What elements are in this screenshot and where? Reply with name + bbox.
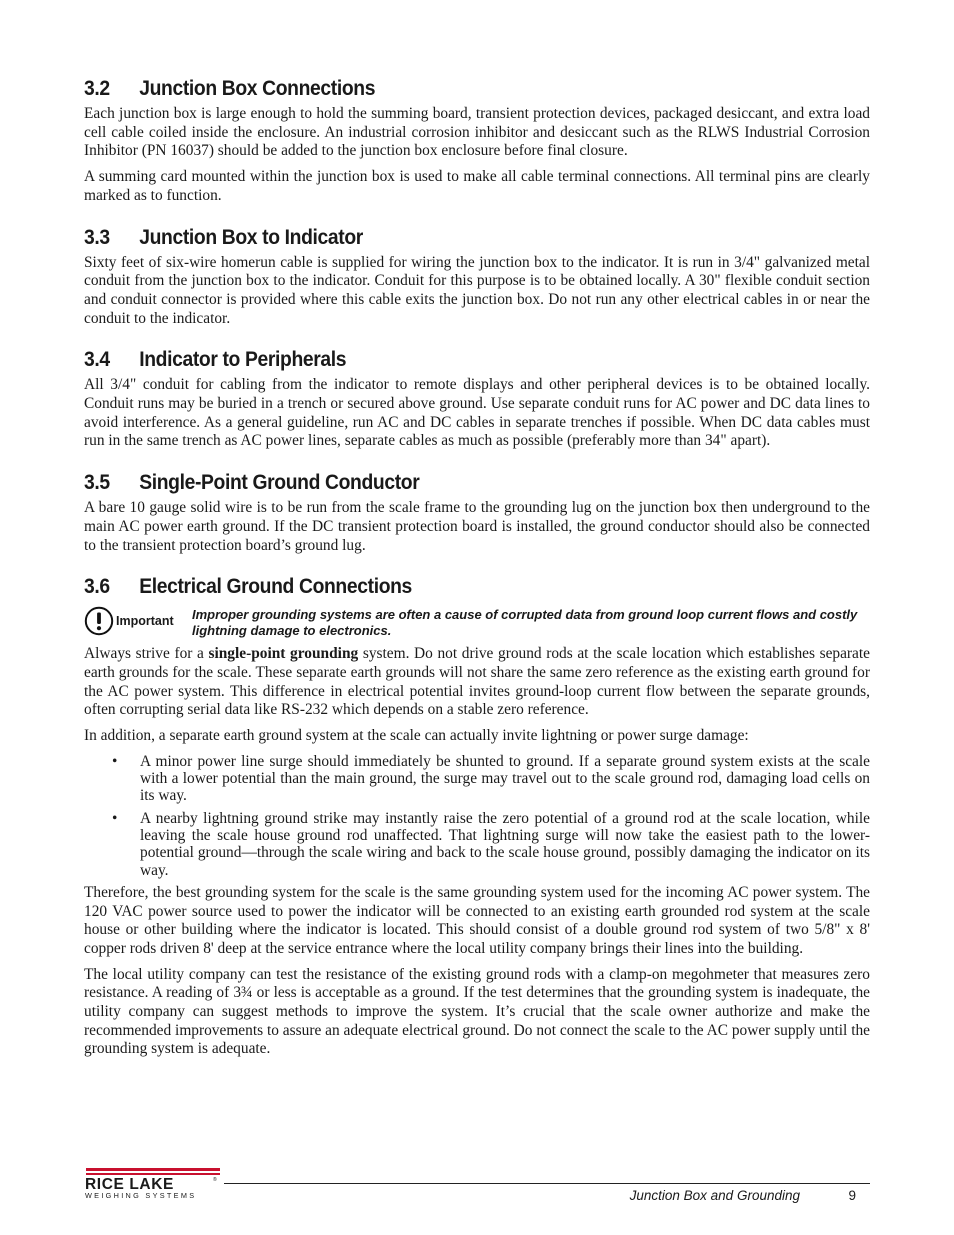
section-heading (84, 572, 807, 602)
section-number: 3.6 (84, 575, 110, 599)
page-number: 9 (848, 1188, 856, 1203)
section-title: Electrical Ground Connections (139, 575, 412, 599)
bullet-marker: • (112, 752, 118, 770)
section-3-4 (84, 345, 870, 451)
section-3-5 (84, 468, 870, 555)
important-badge (84, 606, 192, 636)
section-title: Single-Point Ground Conductor (139, 471, 420, 495)
section-3-3 (84, 223, 870, 329)
exclamation-icon (84, 606, 114, 636)
svg-text:RICE LAKE: RICE LAKE (85, 1176, 174, 1193)
section-number: 3.5 (84, 471, 110, 495)
footer-chapter-title: Junction Box and Grounding (629, 1188, 800, 1203)
paragraph: In addition, a separate earth ground system at the scale can actually invite lightning or power surge damage: (84, 727, 749, 745)
bullet-marker: • (112, 809, 118, 827)
paragraph: A summing card mounted within the junction box is used to make all cable terminal connections. All terminal pins are clearly marked as to function. (84, 168, 870, 204)
section-title: Junction Box to Indicator (139, 225, 363, 249)
list-item (84, 810, 870, 879)
text-run: system. Do not drive ground rods at the scale location which establishes separate earth grounds for the scale. These separate earth grounds will not share the same zero reference as the existing earth ground for the AC power system. This difference in electrical potential invites ground-loop current flow between the separate grounds, often corrupting serial data like RS-232 which depends on a stable zero reference. (84, 645, 870, 719)
svg-text:WEIGHING SYSTEMS: WEIGHING SYSTEMS (85, 1191, 197, 1200)
page-footer (84, 1165, 870, 1205)
paragraph: All 3/4" conduit for cabling from the indicator to remote displays and other peripheral devices is to be obtained locally. Conduit runs may be buried in a trench or secured above ground. Use separate conduit runs for AC power and DC data lines to avoid interference. As a general guideline, run AC and DC cables in separate trenches if possible. When DC data cables must run in the same trench as AC power lines, separate cables as much as possible (preferably more than 34" apart). (84, 376, 870, 450)
page-content (84, 74, 870, 1066)
section-number: 3.2 (84, 77, 110, 100)
list-item-text: A nearby lightning ground strike may instantly raise the zero potential of a ground rod at the scale location, while leaving the scale house ground rod unaffected. That lightning surge will now take the easiest path to the lower-potential ground—through the scale wiring and back to the scale house ground, possibly damaging the indicator on its way. (140, 809, 870, 879)
section-number: 3.4 (84, 348, 110, 372)
list-item-text: A minor power line surge should immediately be shunted to ground. If a separate ground system exists at the scale with a lower potential than the main ground, the surge may travel out to the scale ground rod, damaging load cells on its way. (140, 752, 870, 805)
section-heading (84, 468, 807, 498)
paragraph: Each junction box is large enough to hold the summing board, transient protection devices, packaged desiccant, and extra load cell cable coiled inside the enclosure. An industrial corrosion inhibitor and desiccant such as the RLWS Industrial Corrosion Inhibitor (PN 16037) should be added to the junction box enclosure before final closure. (84, 105, 870, 160)
paragraph (84, 645, 870, 720)
section-3-2 (84, 74, 870, 206)
footer-rule (224, 1183, 870, 1184)
list-item (84, 753, 870, 805)
important-label: Important (116, 614, 174, 629)
paragraph: A bare 10 gauge solid wire is to be run from the scale frame to the grounding lug on the junction box then underground to the main AC power earth ground. If the DC transient protection board is installed, the ground conductor should also be connected to the transient protection board’s ground lug. (84, 499, 870, 554)
section-number: 3.3 (84, 225, 110, 249)
section-3-6 (84, 572, 870, 1059)
important-text: Improper grounding systems are often a cause of corrupted data from ground loop current flows and costly lightning damage to electronics. (192, 607, 858, 638)
text-run: Always strive for a (84, 645, 209, 663)
rice-lake-logo (84, 1165, 224, 1201)
section-title: Indicator to Peripherals (139, 348, 347, 372)
paragraph: Therefore, the best grounding system for the scale is the same grounding system used for the incoming AC power system. The 120 VAC power source used to power the indicator will be connected to an existing earth grounded rod system at the scale house or other building where the indicator is located. This should consist of a double ground rod system of two 5/8" x 8' copper rods driven 8' deep at the service entrance where the local utility company brings their lines into the building. (84, 883, 870, 957)
section-heading (84, 345, 807, 375)
important-callout (84, 606, 870, 638)
paragraph: Sixty feet of six-wire homerun cable is supplied for wiring the junction box to the indicator. It is run in 3/4" galvanized metal conduit from the junction box to the indicator. Conduit for this purpose is to be obtained locally. A 30" flexible conduit section and conduit connector is provided where this cable exits the junction box. Do not run any other electrical cables in or near the conduit to the indicator. (84, 253, 870, 327)
bold-term: single-point grounding (208, 645, 359, 663)
paragraph: The local utility company can test the resistance of the existing ground rods with a clamp-on megohmeter that measures zero resistance. A reading of 3¾ or less is acceptable as a ground. If the test determines that the grounding system is inadequate, the utility company can suggest methods to improve the system. It’s crucial that the scale owner authorize and make the recommended improvements to assure an adequate electrical ground. Do not connect the scale to the AC power supply until the grounding system is adequate. (84, 965, 870, 1058)
section-heading (84, 223, 807, 253)
bullet-list (84, 753, 870, 879)
svg-text:®: ® (213, 1177, 217, 1183)
section-heading (84, 74, 807, 104)
section-title: Junction Box Connections (139, 77, 376, 100)
